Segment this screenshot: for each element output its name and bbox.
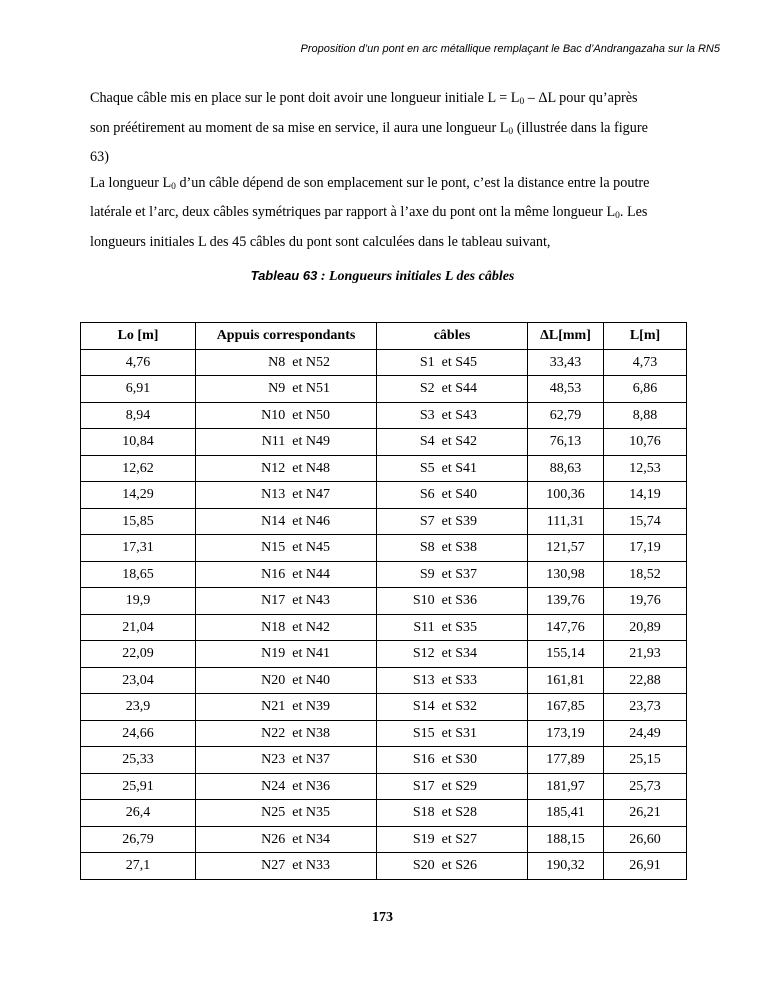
cell-appuis [196, 508, 377, 535]
cell-l: 18,52 [604, 561, 687, 588]
cell-delta-l: 111,31 [528, 508, 604, 535]
cell-l: 23,73 [604, 694, 687, 721]
cell-text: S12 et S34 [412, 646, 477, 661]
cell-appuis [196, 667, 377, 694]
paragraph-line [90, 200, 680, 230]
cell-cables [377, 853, 528, 880]
cell-lo: 17,31 [81, 535, 196, 562]
text-run: . Les [619, 204, 648, 220]
table-row [81, 402, 687, 429]
cell-delta-l: 181,97 [528, 773, 604, 800]
table-row [81, 455, 687, 482]
cell-lo: 12,62 [81, 455, 196, 482]
cell-text: N25 et N35 [261, 805, 330, 820]
cell-lo: 27,1 [81, 853, 196, 880]
cell-appuis [196, 429, 377, 456]
header-appuis: Appuis correspondants [196, 323, 377, 350]
table-row [81, 826, 687, 853]
cell-appuis [196, 402, 377, 429]
cell-delta-l: 188,15 [528, 826, 604, 853]
cell-cables [377, 455, 528, 482]
cell-appuis [196, 614, 377, 641]
cell-text: S13 et S33 [412, 672, 477, 688]
cell-l: 8,88 [604, 402, 687, 429]
cell-delta-l: 48,53 [528, 376, 604, 403]
table-row [81, 482, 687, 509]
paragraph-line: longueurs initiales L des 45 câbles du pont sont calculées dans le tableau suivant, [90, 233, 551, 250]
cell-lo: 15,85 [81, 508, 196, 535]
paragraph-line: 63) [90, 149, 109, 165]
cell-text: S9 et S37 [419, 566, 477, 582]
cell-cables [377, 508, 528, 535]
cell-cables [377, 535, 528, 562]
text-run: latérale et l’arc, deux câbles symétriques par rapport à l’axe du pont ont la même longueur L [90, 204, 616, 220]
cell-l: 24,49 [604, 720, 687, 747]
cell-text: N18 et N42 [261, 619, 330, 635]
cell-cables [377, 720, 528, 747]
cell-l: 25,73 [604, 773, 687, 800]
table-row [81, 694, 687, 721]
cell-text: N14 et N46 [261, 513, 330, 529]
cell-lo: 19,9 [81, 588, 196, 615]
cell-appuis [196, 773, 377, 800]
cell-l: 20,89 [604, 614, 687, 641]
page-number: 173 [372, 910, 393, 925]
table-row [81, 349, 687, 376]
table-row [81, 429, 687, 456]
cell-delta-l: 177,89 [528, 747, 604, 774]
cell-text: N27 et N33 [261, 858, 330, 873]
cell-text: N22 et N38 [261, 725, 330, 741]
cell-l: 17,19 [604, 535, 687, 562]
cell-lo: 8,94 [81, 402, 196, 429]
caption-text: : Longueurs initiales L des câbles [317, 269, 515, 284]
cell-lo: 26,79 [81, 826, 196, 853]
subscript: 0 [615, 211, 620, 221]
table-row [81, 853, 687, 880]
cell-appuis [196, 826, 377, 853]
cell-appuis [196, 376, 377, 403]
cell-text: S4 et S42 [419, 434, 477, 449]
cell-appuis [196, 535, 377, 562]
cell-delta-l: 121,57 [528, 535, 604, 562]
cell-text: N17 et N43 [261, 593, 330, 608]
table-row [81, 588, 687, 615]
cell-appuis [196, 482, 377, 509]
cell-text: N16 et N44 [261, 566, 330, 582]
cell-text: S14 et S32 [412, 699, 477, 714]
cell-delta-l: 88,63 [528, 455, 604, 482]
cell-text: N24 et N36 [261, 778, 330, 794]
cell-l: 26,60 [604, 826, 687, 853]
subscript: 0 [171, 181, 176, 192]
cell-text: S17 et S29 [412, 778, 477, 794]
cell-appuis [196, 349, 377, 376]
cell-delta-l: 100,36 [528, 482, 604, 509]
cell-delta-l: 161,81 [528, 667, 604, 694]
cell-delta-l: 139,76 [528, 588, 604, 615]
header-delta-l: ΔL[mm] [528, 323, 604, 350]
cell-text: S11 et S35 [413, 619, 477, 635]
cell-cables [377, 641, 528, 668]
cell-appuis [196, 455, 377, 482]
cell-lo: 10,84 [81, 429, 196, 456]
cell-cables [377, 747, 528, 774]
cell-text: S19 et S27 [412, 831, 477, 847]
cell-text: N21 et N39 [261, 699, 330, 714]
header-l: L[m] [604, 323, 687, 350]
cell-text: N11 et N49 [261, 434, 330, 449]
cell-text: N20 et N40 [261, 672, 330, 688]
cell-lo: 26,4 [81, 800, 196, 827]
cell-lo: 6,91 [81, 376, 196, 403]
cell-delta-l: 167,85 [528, 694, 604, 721]
cell-delta-l: 185,41 [528, 800, 604, 827]
cell-cables [377, 773, 528, 800]
cell-cables [377, 482, 528, 509]
cell-cables [377, 429, 528, 456]
cell-text: S6 et S40 [419, 487, 477, 502]
table-row [81, 376, 687, 403]
cell-l: 4,73 [604, 349, 687, 376]
table-row [81, 614, 687, 641]
cell-appuis [196, 641, 377, 668]
cell-delta-l: 130,98 [528, 561, 604, 588]
table-caption [0, 268, 765, 285]
cell-cables [377, 614, 528, 641]
cell-lo: 23,04 [81, 667, 196, 694]
cell-appuis [196, 561, 377, 588]
table-row [81, 720, 687, 747]
cell-cables [377, 826, 528, 853]
cell-delta-l: 190,32 [528, 853, 604, 880]
cell-l: 14,19 [604, 482, 687, 509]
cell-delta-l: 76,13 [528, 429, 604, 456]
cell-l: 26,91 [604, 853, 687, 880]
cell-l: 12,53 [604, 455, 687, 482]
text-run: – ΔL pour qu’après [524, 90, 638, 106]
cell-cables [377, 588, 528, 615]
cell-lo: 4,76 [81, 349, 196, 376]
cell-delta-l: 62,79 [528, 402, 604, 429]
cell-text: N12 et N48 [261, 460, 330, 476]
cell-l: 10,76 [604, 429, 687, 456]
cell-l: 22,88 [604, 667, 687, 694]
cell-delta-l: 155,14 [528, 641, 604, 668]
cell-text: S3 et S43 [419, 407, 477, 423]
body-text [90, 86, 680, 255]
text-run: Chaque câble mis en place sur le pont doit avoir une longueur initiale L = L [90, 90, 520, 106]
cell-appuis [196, 694, 377, 721]
cell-text: N10 et N50 [261, 407, 330, 423]
table-row [81, 667, 687, 694]
text-run: (illustrée dans la figure [513, 119, 648, 136]
paragraph-cable-position [90, 171, 680, 256]
text-run: d’un câble dépend de son emplacement sur le pont, c’est la distance entre la poutre [175, 174, 650, 191]
running-header: Proposition d’un pont en arc métallique remplaçant le Bac d’Andrangazaha sur la RN5 [300, 43, 720, 55]
text-run: La longueur L [90, 174, 172, 191]
cell-l: 6,86 [604, 376, 687, 403]
cell-appuis [196, 853, 377, 880]
cell-lo: 23,9 [81, 694, 196, 721]
cell-text: S16 et S30 [412, 752, 477, 767]
cell-text: S1 et S45 [419, 354, 477, 370]
cell-l: 21,93 [604, 641, 687, 668]
cell-appuis [196, 588, 377, 615]
header-cables: câbles [377, 323, 528, 350]
cell-text: N9 et N51 [268, 381, 330, 396]
cell-text: S5 et S41 [419, 460, 477, 476]
cell-l: 19,76 [604, 588, 687, 615]
table-row [81, 800, 687, 827]
caption-label: Tableau 63 [250, 268, 318, 283]
cell-cables [377, 402, 528, 429]
paragraph-line [90, 86, 680, 116]
cell-appuis [196, 720, 377, 747]
table-row [81, 773, 687, 800]
cell-cables [377, 349, 528, 376]
cell-text: N8 et N52 [268, 354, 330, 370]
subscript: 0 [519, 97, 525, 107]
cell-text: S15 et S31 [412, 725, 477, 741]
cell-text: N13 et N47 [261, 487, 330, 502]
cell-cables [377, 694, 528, 721]
cell-text: S20 et S26 [412, 858, 477, 873]
table-row [81, 641, 687, 668]
table-row [81, 535, 687, 562]
cell-appuis [196, 800, 377, 827]
cell-lo: 21,04 [81, 614, 196, 641]
cell-lo: 22,09 [81, 641, 196, 668]
cell-text: S8 et S38 [419, 540, 477, 555]
header-lo: Lo [m] [81, 323, 196, 350]
cell-cables [377, 800, 528, 827]
cell-text: S2 et S44 [419, 381, 477, 396]
cell-lo: 14,29 [81, 482, 196, 509]
cell-lo: 24,66 [81, 720, 196, 747]
paragraph-cable-length [90, 86, 680, 171]
table-header-row [81, 323, 687, 350]
cell-text: S18 et S28 [412, 805, 477, 820]
table-row [81, 747, 687, 774]
paragraph-line [90, 116, 680, 146]
cell-l: 26,21 [604, 800, 687, 827]
cell-text: N26 et N34 [261, 831, 330, 847]
paragraph-line [90, 171, 680, 201]
cell-l: 25,15 [604, 747, 687, 774]
cell-cables [377, 667, 528, 694]
subscript: 0 [508, 126, 514, 137]
cell-text: N19 et N41 [261, 646, 330, 661]
cell-text: S7 et S39 [419, 513, 477, 529]
cell-cables [377, 561, 528, 588]
cell-cables [377, 376, 528, 403]
cell-text: N15 et N45 [261, 540, 330, 555]
table-row [81, 508, 687, 535]
cell-delta-l: 147,76 [528, 614, 604, 641]
cell-text: N23 et N37 [261, 752, 330, 767]
cell-lo: 25,91 [81, 773, 196, 800]
cell-appuis [196, 747, 377, 774]
cell-l: 15,74 [604, 508, 687, 535]
cell-delta-l: 173,19 [528, 720, 604, 747]
cell-lo: 25,33 [81, 747, 196, 774]
cell-delta-l: 33,43 [528, 349, 604, 376]
table-row [81, 561, 687, 588]
text-run: son préétirement au moment de sa mise en service, il aura une longueur L [90, 119, 509, 136]
cell-text: S10 et S36 [412, 593, 477, 608]
cell-lo: 18,65 [81, 561, 196, 588]
cable-lengths-table [80, 322, 687, 880]
